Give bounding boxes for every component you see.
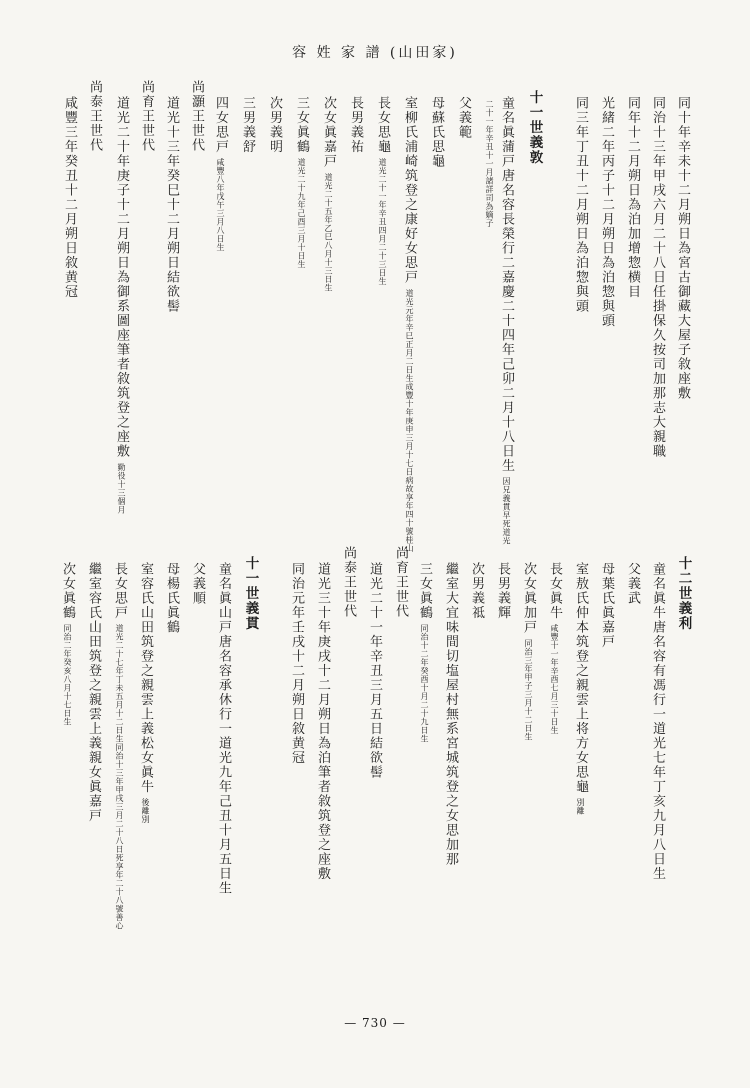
text-column: 道光二十一年辛丑三月五日結欲髻 [367, 562, 382, 780]
text-column: 咸豐三年癸丑十二月朔日敘黄冠 [62, 96, 77, 299]
reign-heading: 尚泰王世代 [341, 546, 356, 619]
text-column: 三女眞鶴同治十二年癸酉十月二十九日生 [417, 562, 432, 743]
text-column: 長女思龜道光二十一年辛丑四月二十三日生 [375, 96, 390, 286]
text-column: 長男義祐 [348, 96, 363, 154]
text-column: 同治十三年甲戌六月二十八日任掛保久按司加那志大親職 [650, 96, 665, 459]
text-column: 室柳氏浦崎筑登之康好女思戸道光元年辛巳正月二日生成豐十年庚申三月十七日病故享年四十號桂山 [402, 96, 417, 552]
text-column: 道光三十年庚戌十二月朔日為泊筆者敘筑登之座敷 [315, 562, 330, 881]
text-column: 次男義祗 [469, 562, 484, 620]
text-column: 光緒二年丙子十二月朔日為泊惣與頭 [599, 96, 614, 328]
text-column: 母楊氏眞鶴 [164, 562, 179, 635]
text-column: 室容氏山田筑登之親雲上義松女眞牛後離別 [138, 562, 153, 824]
text-column: 同治元年壬戌十二月朔日敘黄冠 [289, 562, 304, 765]
text-column: 三女眞鶴道光二十九年己酉三月十日生 [294, 96, 309, 269]
text-column: 次女眞加戸同治三年甲子三月十二日生 [521, 562, 536, 741]
text-column: 三男義舒 [240, 96, 255, 154]
text-column: 父義範 [456, 96, 471, 140]
reign-heading: 尚泰王世代 [87, 80, 102, 153]
text-column: 次女眞鶴同治二年癸亥八月十七日生 [60, 562, 75, 726]
text-column: 同十年辛未十二月朔日為宮古御藏大屋子敘座敷 [675, 96, 690, 401]
reign-heading: 尚育王世代 [139, 80, 154, 153]
text-column-note: 二十一年辛丑十一月諸詳司為嫡子 [485, 100, 494, 228]
page-number: — 730 — [344, 1016, 406, 1030]
page-header: 容 姓 家 譜 (山田家) [292, 45, 458, 61]
text-column: 童名眞牛唐名容有馮行一道光七年丁亥九月八日生 [650, 562, 665, 881]
text-column: 道光二十年庚子十二月朔日為御系圖座筆者敘筑登之座敷勤役十三個月 [114, 96, 129, 514]
text-column: 道光十三年癸巳十二月朔日結欲髻 [164, 96, 179, 314]
text-column: 次男義明 [267, 96, 282, 154]
text-column: 母葉氏眞嘉戸 [599, 562, 614, 649]
text-column: 次女眞嘉戸道光二十五年乙巳八月十三日生 [321, 96, 336, 292]
text-column: 母蘇氏思龜 [429, 96, 444, 169]
text-column: 繼室大宜味間切塩屋村無系宮城筑登之女思加那 [443, 562, 458, 867]
generation-heading: 十一世義貫 [242, 556, 259, 631]
text-column: 長女眞牛咸豐十一年辛酉七月三十日生 [547, 562, 562, 735]
generation-heading: 十一世義敦 [526, 90, 543, 165]
text-column: 同三年丁丑十二月朔日為泊惣與頭 [573, 96, 588, 314]
text-column: 同年十二月朔日為泊加增惣横目 [625, 96, 640, 299]
reign-heading: 尚灝王世代 [189, 80, 204, 153]
text-column: 室敖氏仲本筑登之親雲上将方女思龜別離 [573, 562, 588, 815]
text-column: 童名眞蒲戸唐名容長榮行二嘉慶二十四年己卯二月十八日生因兄義貫早死道光 [499, 96, 514, 545]
text-column: 長男義輝 [495, 562, 510, 620]
text-column: 童名眞山戸唐名容承休行一道光九年己丑十月五日生 [216, 562, 231, 896]
text-column: 四女思戸咸豐八年戊午三月八日生 [213, 96, 228, 252]
text-column: 父義武 [625, 562, 640, 606]
generation-heading: 十二世義利 [675, 556, 692, 631]
text-column: 父義順 [190, 562, 205, 606]
reign-heading: 尚育王世代 [393, 546, 408, 619]
text-column: 長女思戸道光二十七年丁未五月十二日生同治十三年甲戌三月二十八日死享年二十八號善心 [112, 562, 127, 930]
text-column: 繼室容氏山田筑登之親雲上義親女眞嘉戸 [86, 562, 101, 823]
